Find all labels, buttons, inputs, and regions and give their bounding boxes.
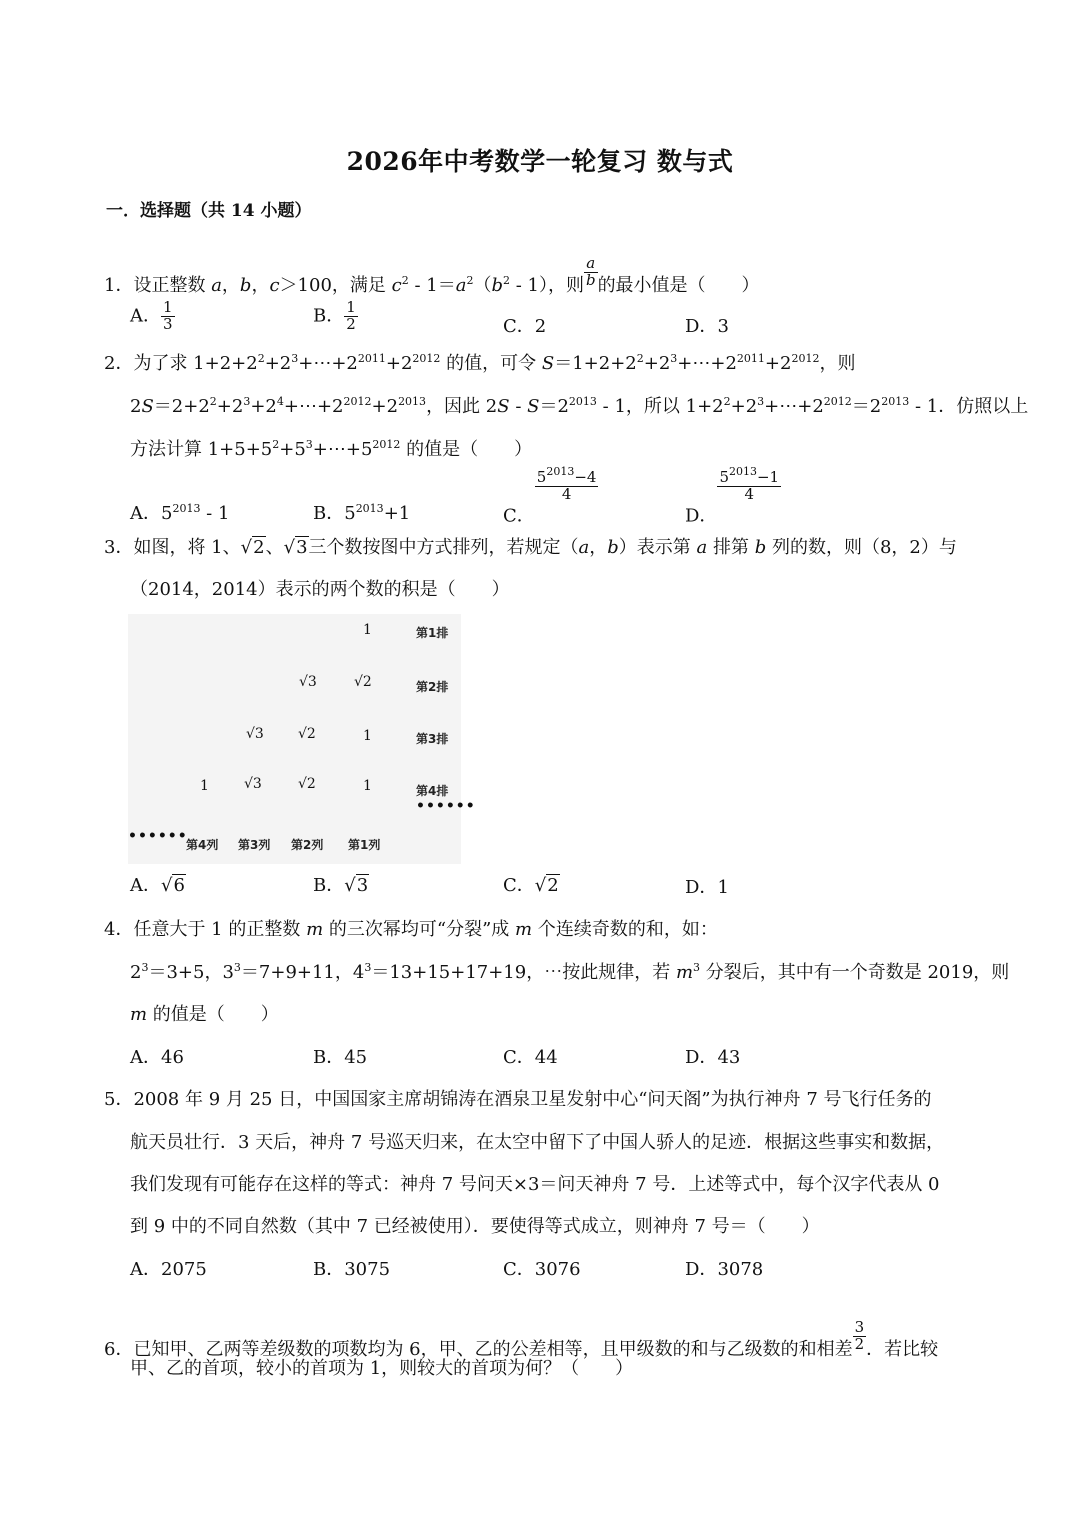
question-6-line-2: 甲、乙的首项，较小的首项为 1，则较大的首项为何？（ ）	[130, 1358, 634, 1379]
fig-row-label-4: 第4排	[416, 784, 449, 798]
fig-col-label-1: 第1列	[348, 838, 381, 852]
fig-col-label-4: 第4列	[186, 838, 219, 852]
question-2-line-1: 2．为了求 $1+2+2^2+2^3+\cdots+2^{2011}+2^{2012}$ 的值，可令 $S=1+2+2^2+2^3+\cdots+2^{2011}+2^{2012}$，则	[104, 352, 856, 374]
fig-row-label-3: 第3排	[416, 732, 449, 746]
fig-r4-c4: 1	[200, 778, 209, 794]
question-4-line-1: 4．任意大于 1 的正整数 m 的三次幂均可“分裂”成 m 个连续奇数的和，如：	[104, 919, 718, 940]
question-3-line-2: （2014，2014）表示的两个数的积是（ ）	[130, 579, 510, 600]
question-5-line-2: 航天员壮行．3 天后，神舟 7 号巡天归来，在太空中留下了中国人骄人的足迹．根据这些事实和数据，	[130, 1132, 945, 1153]
question-2-line-3: 方法计算 $1+5+5^2+5^3+\cdots+5^{2012}$ 的值是（ ）	[130, 438, 533, 460]
question-2-line-2: $2S=2+2^2+2^3+2^4+\cdots+2^{2012}+2^{2013}$，因此 $2S - S=2^{2013} - 1$，所以 $1+2^2+2^3+\cdots+2^{2012}=2^{2013} - 1$．仿照以上	[130, 395, 1029, 417]
question-4-line-2: $2^3=3+5$，$3^3=7+9+11$，$4^3=13+15+17+19$，⋯按此规律，若 $m^3$ 分裂后，其中有一个奇数是 2019，则	[130, 961, 1010, 983]
fig-r3-c3: √3	[246, 726, 264, 742]
section-heading: 一．选择题（共 14 小题）	[106, 201, 312, 221]
q2-option-b[interactable]: B．$5^{2013}+1$	[313, 502, 411, 524]
q5-option-d[interactable]: D．3078	[685, 1259, 764, 1280]
q2-option-c[interactable]: C． $\frac{5^{2013}-4}{4}$	[503, 465, 597, 527]
q5-option-b[interactable]: B．3075	[313, 1259, 391, 1280]
fig-row-label-2: 第2排	[416, 680, 449, 694]
fig-r1-c1: 1	[363, 622, 372, 638]
q6-fraction-3-over-2: $\frac{3}{2}$	[854, 1318, 865, 1353]
sqrt-2: √2	[240, 537, 265, 558]
q1-fraction-a-over-b: $\frac{a}{b}$	[585, 254, 596, 289]
question-4-line-3: m 的值是（ ）	[130, 1004, 279, 1025]
fig-r4-c1: 1	[363, 778, 372, 794]
number-arrangement-figure	[128, 614, 476, 864]
q3-option-d[interactable]: D．1	[685, 877, 729, 898]
fig-col-label-3: 第3列	[238, 838, 271, 852]
question-5-line-3: 我们发现有可能存在这样的等式：神舟 7 号问天×3＝问天神舟 7 号．上述等式中，每个汉字代表从 0	[130, 1174, 940, 1195]
fig-r4-c2: √2	[298, 776, 316, 792]
question-1-text: 1．设正整数 a，b，c＞100，满足 $c^2 - 1=a^2(b^2 - 1)$，则 $\frac{a}{b}$ 的最小值是（ ）	[104, 254, 760, 296]
q1-option-c[interactable]: C．2	[503, 316, 547, 337]
fig-col-ellipsis: ••••••	[128, 828, 188, 844]
q2-option-d[interactable]: D． $\frac{5^{2013}-1}{4}$	[685, 465, 780, 527]
q1-option-a[interactable]: A． $\frac{1}{3}$	[130, 298, 173, 333]
q1-option-d[interactable]: D．3	[685, 316, 729, 337]
q5-option-c[interactable]: C．3076	[503, 1259, 581, 1280]
q4-option-a[interactable]: A．46	[130, 1047, 184, 1068]
fig-r3-c2: √2	[298, 726, 316, 742]
fig-row-ellipsis: ••••••	[416, 798, 476, 814]
fig-row-label-1: 第1排	[416, 626, 449, 640]
sqrt-3: √3	[283, 537, 308, 558]
question-6-line-1: 6．已知甲、乙两等差级数的项数均为 6，甲、乙的公差相等，且甲级数的和与乙级数的和相差 $\frac{3}{2}$ ．若比较	[104, 1318, 939, 1360]
question-3-line-1: 3．如图，将 1、√2、√3三个数按图中方式排列，若规定（a，b）表示第 a 排第 b 列的数，则（8，2）与	[104, 537, 957, 558]
q4-option-c[interactable]: C．44	[503, 1047, 558, 1068]
q4-option-d[interactable]: D．43	[685, 1047, 741, 1068]
fig-r4-c3: √3	[244, 776, 262, 792]
fig-r2-c1: √2	[354, 674, 372, 690]
q3-option-c[interactable]: C．√2	[503, 875, 559, 896]
q3-option-a[interactable]: A．√6	[130, 875, 185, 896]
q2-option-a[interactable]: A．$5^{2013} - 1$	[130, 502, 230, 524]
question-5-line-1: 5．2008 年 9 月 25 日，中国国家主席胡锦涛在酒泉卫星发射中心“问天阁”为执行神舟 7 号飞行任务的	[104, 1089, 932, 1110]
fig-col-label-2: 第2列	[291, 838, 324, 852]
question-5-line-4: 到 9 中的不同自然数（其中 7 已经被使用）．要使得等式成立，则神舟 7 号＝（ ）	[130, 1216, 820, 1237]
q4-option-b[interactable]: B．45	[313, 1047, 368, 1068]
q3-option-b[interactable]: B．√3	[313, 875, 369, 896]
q1-option-b[interactable]: B． $\frac{1}{2}$	[313, 298, 356, 333]
fig-r2-c2: √3	[299, 674, 317, 690]
page-title: 2026年中考数学一轮复习 数与式	[346, 147, 734, 176]
fig-r3-c1: 1	[363, 728, 372, 744]
q5-option-a[interactable]: A．2075	[130, 1259, 207, 1280]
